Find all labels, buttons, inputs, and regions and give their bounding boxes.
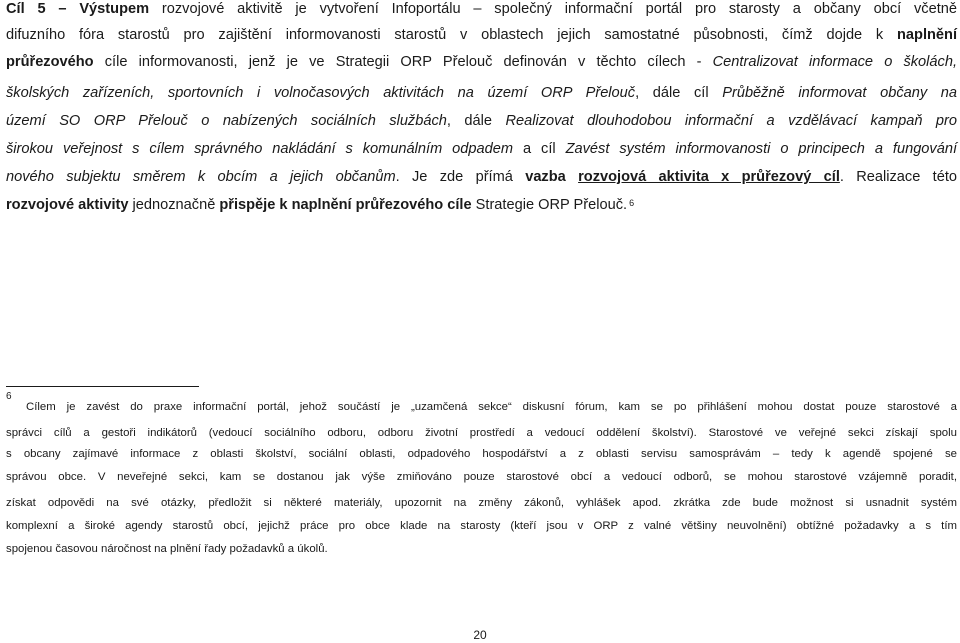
text-run-italic: Průběžně informovat občany na [722,85,958,101]
text-run: rozvojové aktivitě je vytvoření Infoportálu – společný informační portál pro starosty a občany obcí včetně [149,1,957,17]
paragraph-line [6,0,957,18]
text-run-bold: vazba [525,169,566,185]
paragraph-line [6,53,957,71]
text-run-bold: naplnění [897,27,957,43]
text-run-bold: rozvojové aktivity [6,197,129,213]
text-run-bold: průřezového [6,54,94,70]
text-run-italic: školských zařízeních, sportovních i volnočasových aktivitách na území ORP Přelouč [6,85,636,101]
text-run: , dále cíl [635,85,723,101]
text-run-italic: Realizovat dlouhodobou informační a vzdělávací kampaň pro [505,113,957,129]
paragraph-line [6,112,957,130]
paragraph-line [6,196,957,214]
footnote-line: spojenou časovou náročnost na plnění řady požadavků a úkolů. [6,543,328,555]
text-run: , dále [446,113,506,129]
text-run: jednoznačně [128,197,220,213]
paragraph-line [6,168,957,186]
text-run-italic: území SO ORP Přelouč o nabízených sociálních službách [6,113,447,129]
text-run-italic: Zavést systém informovanosti o principech a fungování [565,141,958,157]
text-run: . Je zde přímá [395,169,526,185]
footnote-line: s obcany zajímavé informace z oblasti školství, sociální oblasti, odpadového hospodářství a z oblasti servisu samosprávám – tedy k agendě spojené se [6,448,957,460]
text-run: difuzního fóra starostů pro zajištění informovanosti starostů v oblastech jejich samostatné působnosti, čímž dojde k [6,27,897,43]
footnote-line: získat odpovědi na své otázky, předložit si některé materiály, upozornit na změny zákonů, vyhlášek apod. zkrátka zde bude možnost si usnadnit systém [6,497,957,509]
text-run [566,169,578,185]
footnote-line: komplexní a široké agendy starostů obcí, jejichž práce pro obce klade na starosty (kteří jsou v ORP z valné většiny neuvolnění) obtížné požadavky a s tím [6,520,957,532]
page-number: 20 [473,628,487,642]
paragraph-line [6,140,957,158]
footnote-line: správci cílů a gestoři indikátorů (vedoucí sociálního odboru, odboru životní prostředí a vedoucí oddělení školství). Starostové ve veřejné sekci získají spolu [6,427,957,439]
paragraph-line [6,26,957,44]
footnote-number: 6 [6,391,12,402]
text-run-italic: Centralizovat informace o školách, [712,54,957,70]
goal-label: Cíl 5 – Výstupem [6,1,150,17]
footnote-line: Cílem je zavést do praxe informační portál, jehož součástí je „uzamčená sekce“ diskusní fórum, kam se po přihlášení mohou dostat pouze starostové a [26,401,957,413]
footnote-reference[interactable]: 6 [629,198,635,208]
text-run-bold-underline: rozvojová aktivita x průřezový cíl [578,169,840,185]
footnote-line: správou obce. V neveřejné sekci, kam se dostanou jak výše zmiňováno pouze starostové obcí a vedoucí odborů, se mohou starostové vzájemně poradit, [6,471,957,483]
text-run-italic: nového subjektu směrem k obcím a jejich občanům [6,169,396,185]
text-run-bold: přispěje k naplnění průřezového cíle [219,197,472,213]
footnote-separator [6,386,199,387]
text-run-italic: širokou veřejnost s cílem správného nakládání s komunálním odpadem [6,141,514,157]
paragraph-line [6,84,957,102]
text-run: . Realizace této [839,169,957,185]
text-run: cíle informovanosti, jenž je ve Strategii ORP Přelouč definován v těchto cílech - [93,54,713,70]
text-run: Strategie ORP Přelouč. [471,197,628,213]
text-run: a cíl [513,141,566,157]
